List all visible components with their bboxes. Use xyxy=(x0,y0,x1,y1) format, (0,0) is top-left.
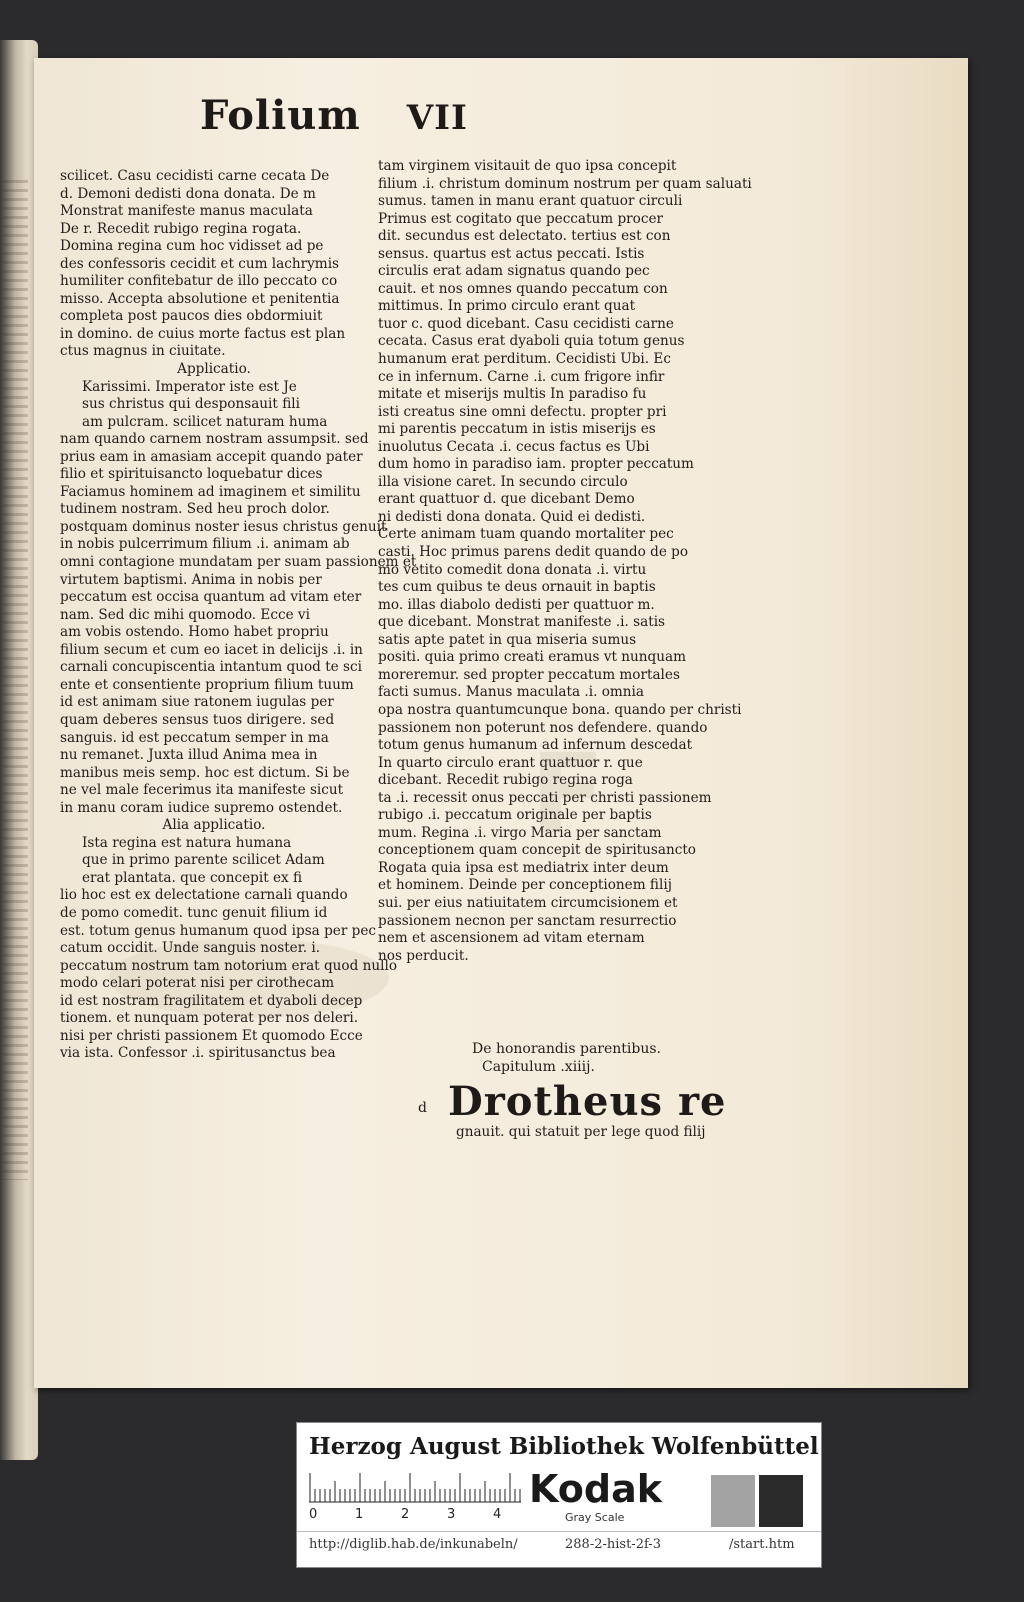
right-text-column xyxy=(378,158,752,965)
ruler-number: 4 xyxy=(493,1507,502,1522)
text-line: misso. Accepta absolutione et penitentia xyxy=(60,290,340,307)
text-line: id est nostram fragilitatem et dyaboli decep xyxy=(60,992,363,1009)
text-line: des confessoris cecidit et cum lachrymis xyxy=(60,255,340,272)
text-line: humiliter confitebatur de illo peccato co xyxy=(60,273,338,290)
adjacent-page-edge xyxy=(0,40,38,1460)
text-line: filium .i. christum dominum nostrum per quam saluati xyxy=(378,175,752,192)
text-line: opa nostra quantumcunque bona. quando per christi xyxy=(378,701,742,718)
text-line: sanguis. id est peccatum semper in ma xyxy=(60,729,329,746)
library-name: Herzog August Bibliothek Wolfenbüttel xyxy=(309,1433,819,1460)
text-line: ente et consentiente proprium filium tuum xyxy=(60,676,354,693)
text-line: prius eam in amasiam accepit quando pater xyxy=(60,448,363,465)
chapter-title: De honorandis parentibus. xyxy=(472,1041,661,1057)
text-line: positi. quia primo creati eramus vt nunquam xyxy=(378,649,686,666)
text-line: quam deberes sensus tuos dirigere. sed xyxy=(60,711,335,728)
adjacent-page-text xyxy=(2,180,28,1180)
text-line: d. Demoni dedisti dona donata. De m xyxy=(60,185,316,202)
text-line: mo. illas diabolo dedisti per quattuor m. xyxy=(378,596,655,613)
text-line: inuolutus Cecata .i. cecus factus es Ubi xyxy=(378,438,650,455)
text-line: que in primo parente scilicet Adam xyxy=(82,852,325,869)
text-line: peccatum nostrum tam notorium erat quod nullo xyxy=(60,957,398,974)
text-line: am vobis ostendo. Homo habet propriu xyxy=(60,624,329,641)
text-line: facti sumus. Manus maculata .i. omnia xyxy=(378,684,645,701)
text-line: Monstrat manifeste manus maculata xyxy=(60,203,313,220)
ruler-number: 0 xyxy=(309,1507,318,1522)
ruler-scale xyxy=(309,1473,521,1503)
folio-label: Folium xyxy=(200,92,361,139)
text-line: nem et ascensionem ad vitam eternam xyxy=(378,930,645,947)
ruler-number: 2 xyxy=(401,1507,410,1522)
text-line: moreremur. sed propter peccatum mortales xyxy=(378,666,680,683)
text-line: filium secum et cum eo iacet in delicijs .i. in xyxy=(60,641,363,658)
watermark: F xyxy=(530,730,606,858)
text-line: nos perducit. xyxy=(378,947,469,964)
text-line: in nobis pulcerrimum filium .i. animam ab xyxy=(60,536,350,553)
text-line: manibus meis semp. hoc est dictum. Si be xyxy=(60,764,350,781)
text-line: ce in infernum. Carne .i. cum frigore infir xyxy=(378,368,665,385)
source-url: http://diglib.hab.de/inkunabeln/ xyxy=(309,1537,518,1552)
text-line: lio hoc est ex delectatione carnali quando xyxy=(60,887,348,904)
text-line: erant quattuor d. que dicebant Demo xyxy=(378,491,635,508)
text-line: casti. Hoc primus parens dedit quando de po xyxy=(378,544,689,561)
text-line: Domina regina cum hoc vidisset ad pe xyxy=(60,238,324,255)
text-line: ni dedisti dona donata. Quid ei dedisti. xyxy=(378,508,646,525)
text-line: tudinem nostram. Sed heu proch dolor. xyxy=(60,501,330,518)
folio-header xyxy=(200,92,468,139)
text-line: que dicebant. Monstrat manifeste .i. satis xyxy=(378,614,666,631)
text-line: rubigo .i. peccatum originale per baptis xyxy=(378,807,652,824)
text-line: Faciamus hominem ad imaginem et similitu xyxy=(60,483,361,500)
text-line: isti creatus sine omni defectu. propter pri xyxy=(378,403,667,420)
text-line: tionem. et nunquam poterat per nos deleri. xyxy=(60,1010,359,1027)
text-line: Primus est cogitato que peccatum procer xyxy=(378,210,663,227)
text-line: conceptionem quam concepit de spiritusancto xyxy=(378,842,696,859)
text-line: catum occidit. Unde sanguis noster. i. xyxy=(60,940,321,957)
text-line: in manu coram iudice supremo ostendet. xyxy=(60,799,343,816)
text-line: postquam dominus noster iesus christus genuit xyxy=(60,518,387,535)
text-line: dicebant. Recedit rubigo regina roga xyxy=(378,772,633,789)
text-line: in domino. de cuius morte factus est plan xyxy=(60,325,346,342)
text-line: modo celari poterat nisi per cirothecam xyxy=(60,975,335,992)
text-line: sus christus qui desponsauit fili xyxy=(82,396,300,413)
text-line: tam virginem visitauit de quo ipsa concepit xyxy=(378,158,677,174)
text-line: Karissimi. Imperator iste est Je xyxy=(82,378,297,395)
chapter-number: Capitulum .xiiij. xyxy=(482,1059,595,1075)
text-line: nisi per christi passionem Et quomodo Ecce xyxy=(60,1027,363,1044)
text-line: circulis erat adam signatus quando pec xyxy=(378,263,650,280)
text-line: erat plantata. que concepit ex fi xyxy=(82,869,303,886)
text-line: nam. Sed dic mihi quomodo. Ecce vi xyxy=(60,606,310,623)
color-target-card xyxy=(296,1422,822,1568)
text-line: Alia applicatio. xyxy=(162,817,266,834)
text-line: scilicet. Casu cecidisti carne cecata De xyxy=(60,168,330,184)
text-line: Certe animam tuam quando mortaliter pec xyxy=(378,526,674,543)
text-line: peccatum est occisa quantum ad vitam eter xyxy=(60,589,362,606)
folio-number: VII xyxy=(406,98,468,138)
text-line: Ista regina est natura humana xyxy=(82,834,292,851)
text-line: sensus. quartus est actus peccati. Istis xyxy=(378,245,645,262)
text-line: Rogata quia ipsa est mediatrix inter deum xyxy=(378,859,669,876)
text-line: via ista. Confessor .i. spiritusanctus bea xyxy=(60,1045,336,1062)
text-line: nam quando carnem nostram assumpsit. sed xyxy=(60,431,369,448)
text-line: illa visione caret. In secundo circulo xyxy=(378,473,628,490)
text-line: sumus. tamen in manu erant quatuor circuli xyxy=(378,193,683,210)
text-line: De r. Recedit rubigo regina rogata. xyxy=(60,220,302,237)
chapter-heading xyxy=(462,1040,661,1076)
chapter-first-line: gnauit. qui statuit per lege quod filij xyxy=(456,1124,706,1140)
text-line: carnali concupiscentia intantum quod te sci xyxy=(60,659,362,676)
text-line: mi parentis peccatum in istis miserijs es xyxy=(378,421,656,438)
text-line: sui. per eius natiuitatem circumcisionem et xyxy=(378,894,678,911)
text-line: filio et spirituisancto loquebatur dices xyxy=(60,466,323,483)
text-line: omni contagione mundatam per suam passionem et xyxy=(60,554,417,571)
chapter-initial-text: Drotheus re xyxy=(448,1078,727,1125)
gray-patch-dark xyxy=(759,1475,803,1527)
text-line: est. totum genus humanum quod ipsa per pec xyxy=(60,922,377,939)
text-line: de pomo comedit. tunc genuit filium id xyxy=(60,904,328,921)
text-line: mum. Regina .i. virgo Maria per sanctam xyxy=(378,824,662,841)
text-line: et hominem. Deinde per conceptionem filij xyxy=(378,877,672,894)
text-line: ctus magnus in ciuitate. xyxy=(60,343,226,360)
text-line: satis apte patet in qua miseria sumus xyxy=(378,631,637,648)
gray-scale-label: Gray Scale xyxy=(565,1511,625,1524)
card-divider xyxy=(297,1531,821,1532)
kodak-logo: Kodak xyxy=(529,1467,662,1511)
text-line: tuor c. quod dicebant. Casu cecidisti carne xyxy=(378,315,674,332)
text-line: completa post paucos dies obdormiuit xyxy=(60,308,323,325)
text-line: virtutem baptismi. Anima in nobis per xyxy=(60,571,322,588)
text-line: nu remanet. Juxta illud Anima mea in xyxy=(60,747,318,764)
text-line: mittimus. In primo circulo erant quat xyxy=(378,298,636,315)
text-line: dit. secundus est delectato. tertius est con xyxy=(378,228,671,245)
text-line: ne vel male fecerimus ita manifeste sicut xyxy=(60,782,344,799)
text-line: tes cum quibus te deus ornauit in baptis xyxy=(378,579,656,596)
text-line: cecata. Casus erat dyaboli quia totum genus xyxy=(378,333,685,350)
text-line: totum genus humanum ad infernum descedat xyxy=(378,737,693,754)
left-text-column xyxy=(60,168,417,1063)
ruler-number: 3 xyxy=(447,1507,456,1522)
text-line: In quarto circulo erant quattuor r. que xyxy=(378,754,643,771)
text-line: Applicatio. xyxy=(177,361,251,378)
text-line: ta .i. recessit onus peccati per christi passionem xyxy=(378,789,712,806)
text-line: passionem necnon per sanctam resurrectio xyxy=(378,912,677,929)
shelfmark: 288-2-hist-2f-3 xyxy=(565,1537,661,1552)
ruler-number: 1 xyxy=(355,1507,364,1522)
marginal-letter: d xyxy=(418,1100,427,1116)
text-line: cauit. et nos omnes quando peccatum con xyxy=(378,280,668,297)
text-line: id est animam siue ratonem iugulas per xyxy=(60,694,334,711)
url-suffix: /start.htm xyxy=(729,1537,795,1552)
gray-patch-light xyxy=(711,1475,755,1527)
text-line: mo vetito comedit dona donata .i. virtu xyxy=(378,561,647,578)
text-line: dum homo in paradiso iam. propter peccatum xyxy=(378,456,694,473)
text-line: passionem non poterunt nos defendere. quando xyxy=(378,719,708,736)
text-line: mitate et miserijs multis In paradiso fu xyxy=(378,386,647,403)
text-line: humanum erat perditum. Cecidisti Ubi. Ec xyxy=(378,351,671,368)
text-line: am pulcram. scilicet naturam huma xyxy=(82,413,328,430)
